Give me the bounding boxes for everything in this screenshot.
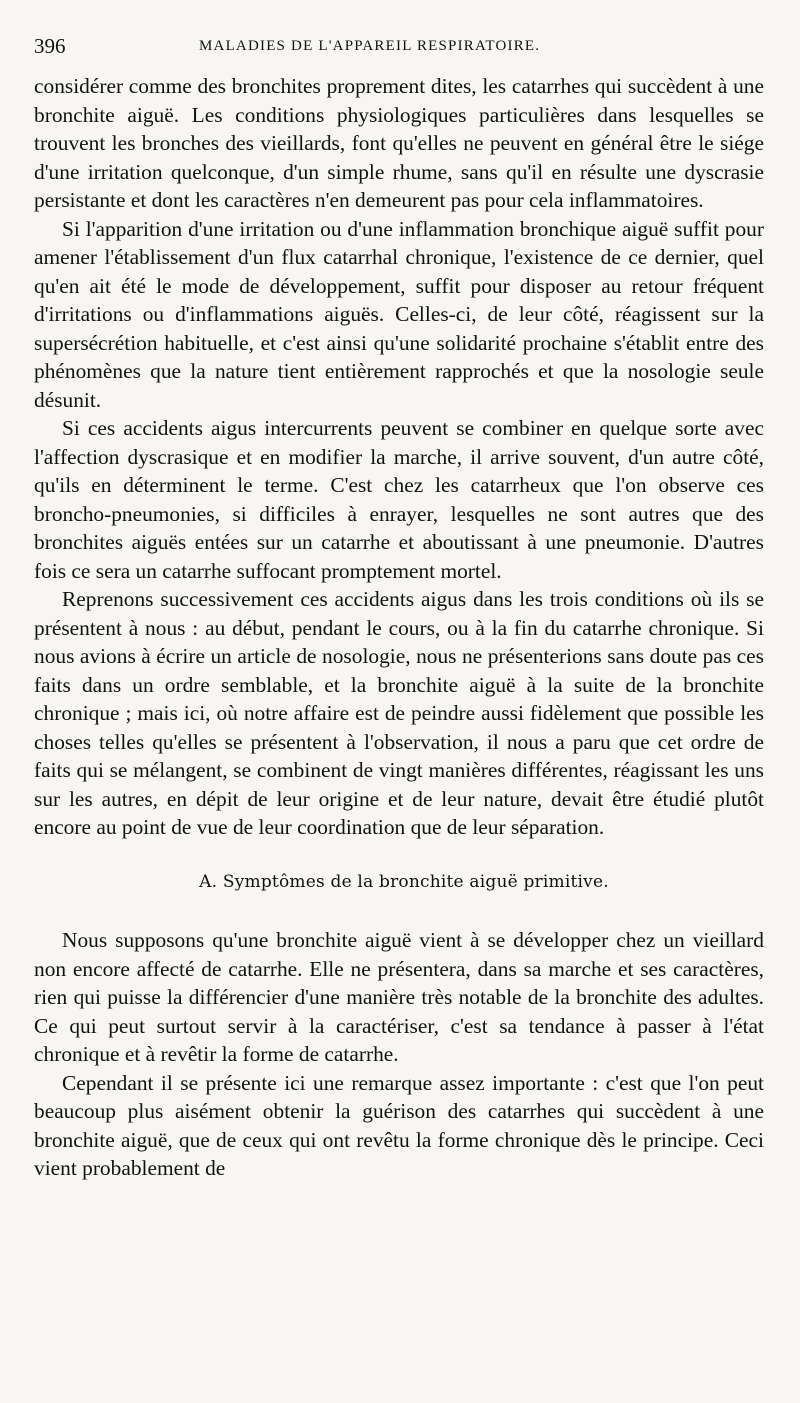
running-head	[34, 34, 764, 64]
paragraph: Nous supposons qu'une bronchite aiguë vient à se développer chez un vieillard non encore affecté de catarrhe. Elle ne présentera, dans sa marche et ses caractères, rien qui puisse la différencier d'une manière très notable de la bronchite des adultes. Ce qui peut surtout servir à la caractériser, c'est sa tendance à passer à l'état chronique et à revêtir la forme de catarrhe.	[34, 928, 764, 1066]
paragraph: Cependant il se présente ici une remarque assez importante : c'est que l'on peut beaucoup plus aisément obtenir la guérison des catarrhes qui succèdent à une bronchite aiguë, que de ceux qui ont revêtu la forme chronique dès le principe. Ceci vient probablement de	[34, 1070, 764, 1180]
running-title: MALADIES DE L'APPAREIL RESPIRATOIRE.	[199, 38, 541, 54]
paragraph-continued: considérer comme des bronchites proprement dites, les catarrhes qui succèdent à une bronchite aiguë. Les conditions physiologiques particulières dans lesquelles se trouvent les bronches des vieillards, font qu'elles ne peuvent en général être le siége d'une irritation quelconque, d'un simple rhume, sans qu'il en résulte une dyscrasie persistante et dont les caractères n'en demeurent pas pour cela inflammatoires.	[34, 74, 764, 212]
page-number: 396	[34, 34, 66, 58]
paragraph: Si ces accidents aigus intercurrents peuvent se combiner en quelque sorte avec l'affection dyscrasique et en modifier la marche, il arrive souvent, d'un autre côté, qu'ils en déterminent le terme. C'est chez les catarrheux que l'on observe ces broncho-pneumonies, si difficiles à enrayer, lesquelles ne sont autres que des bronchites aiguës entées sur un catarrhe et aboutissant à une pneumonie. D'autres fois ce sera un catarrhe suffocant promptement mortel.	[34, 416, 764, 583]
body-text	[34, 72, 764, 1183]
paragraph: Si l'apparition d'une irritation ou d'une inflammation bronchique aiguë suffit pour amener l'établissement d'un flux catarrhal chronique, l'existence de ce dernier, quel qu'en ait été le mode de développement, suffit pour disposer au retour fréquent d'irritations ou d'inflammations aiguës. Celles-ci, de leur côté, réagissent sur la supersécrétion habituelle, et c'est ainsi qu'une solidarité prochaine s'établit entre des phénomènes que la nature tient entièrement rapprochés et que la nosologie seule désunit.	[34, 216, 764, 412]
paragraph: Reprenons successivement ces accidents aigus dans les trois conditions où ils se présentent à nous : au début, pendant le cours, ou à la fin du catarrhe chronique. Si nous avions à écrire un article de nosologie, nous ne présenterions sans doute pas ces faits dans un ordre semblable, et la bronchite aiguë à la suite de la bronchite chronique ; mais ici, où notre affaire est de peindre aussi fidèlement que possible les choses telles qu'elles se présentent à l'observation, il nous a paru que cet ordre de faits qui se mélangent, se combinent de vingt manières différentes, réagissant les uns sur les autres, en dépit de leur origine et de leur nature, devait être étudié plutôt encore au point de vue de leur coordination que de leur séparation.	[34, 587, 764, 839]
section-heading: A. Symptômes de la bronchite aiguë primitive.	[199, 871, 609, 892]
